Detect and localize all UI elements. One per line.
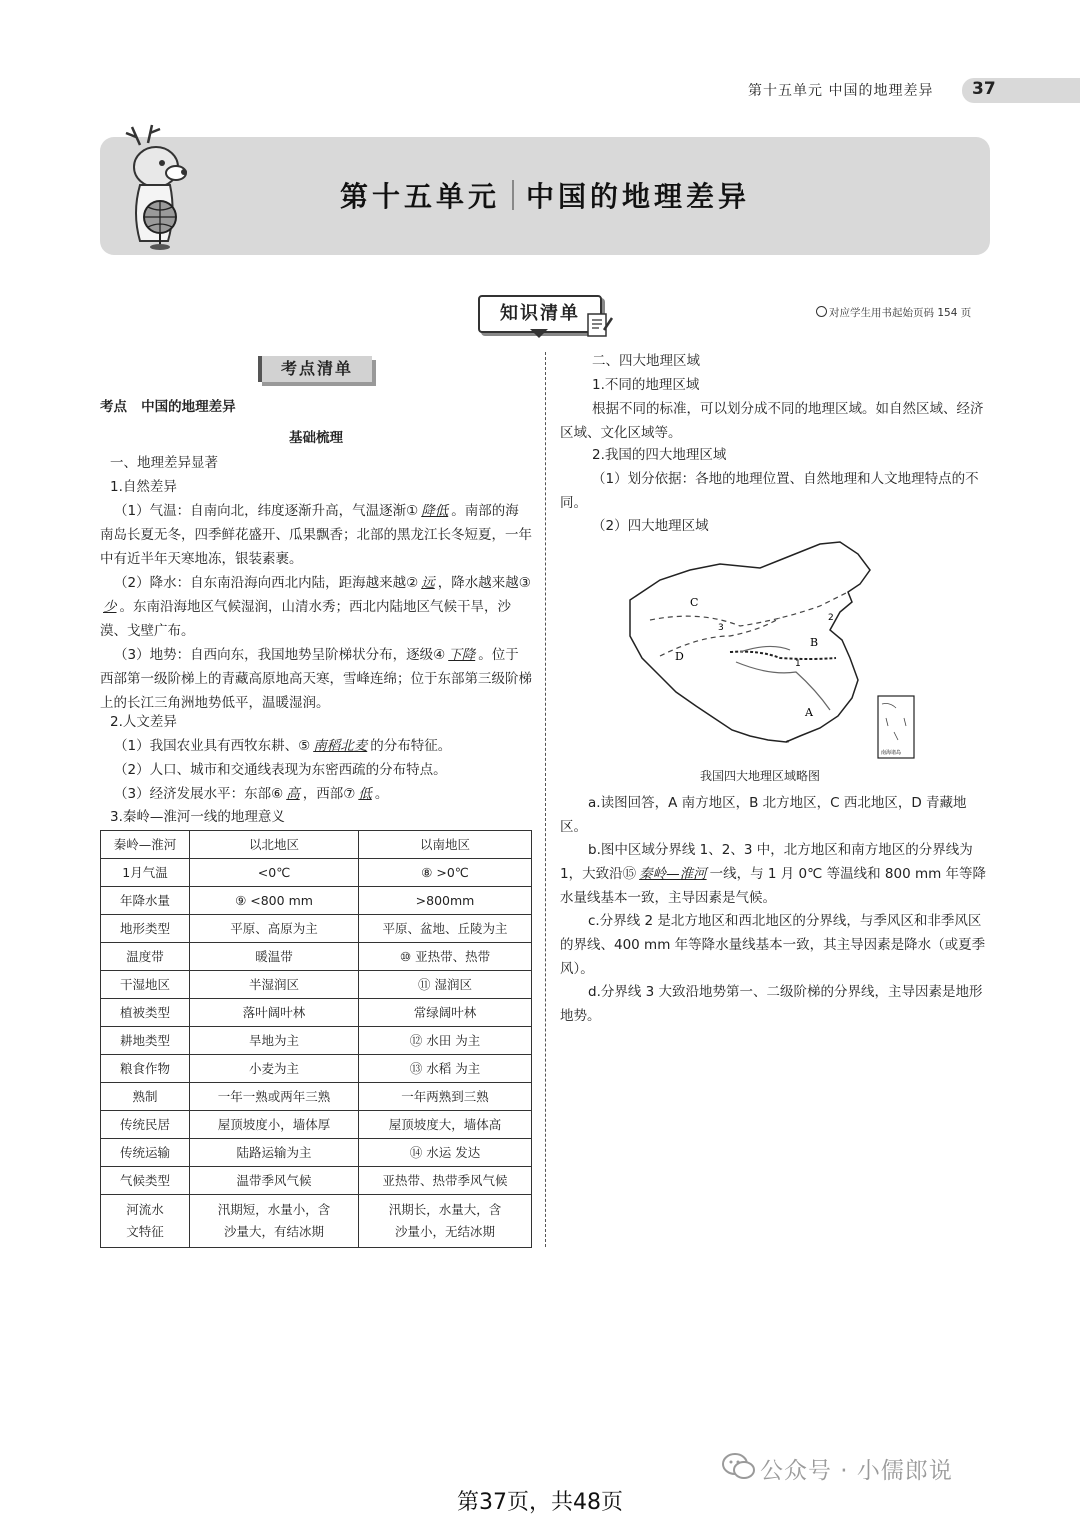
table-cell: 一年两熟到三熟 (359, 1083, 532, 1111)
table-cell: 亚热带、热带季风气候 (359, 1167, 532, 1195)
subsection-qinling: 3.秦岭—淮河一线的地理意义 (110, 809, 285, 825)
text-agriculture-b: 的分布特征。 (370, 738, 452, 754)
text-precipitation-a: （2）降水：自东南沿海向西北内陆，距海越来越② (114, 575, 419, 591)
south-sea-inset (878, 696, 914, 758)
table-cell: 暖温带 (190, 943, 359, 971)
answer-5: 南稻北麦 (313, 738, 368, 754)
text-economy-a: （3）经济发展水平：东部⑥ (114, 786, 284, 802)
exam-point-label: 考点 (100, 399, 127, 415)
subsection-natural: 1.自然差异 (110, 479, 177, 495)
cell-line: 河流水 (126, 1202, 164, 1217)
subsection-regions: 1.不同的地理区域 (592, 377, 700, 393)
text-economy-c: 。 (374, 786, 389, 802)
subsection-human: 2.人文差异 (110, 714, 177, 730)
table-cell: ⑧ >0℃ (359, 859, 532, 887)
reference-icon (816, 306, 827, 317)
table-cell: 1月气温 (101, 859, 190, 887)
paragraph-agriculture (100, 734, 532, 758)
china-outline (630, 542, 870, 742)
answer-1: 降低 (421, 503, 449, 519)
exam-point-title: 中国的地理差异 (141, 399, 236, 415)
table-cell: 半湿润区 (190, 971, 359, 999)
column-divider (545, 352, 546, 1247)
table-cell: >800mm (359, 887, 532, 915)
reference-note (816, 305, 971, 320)
table-header-cell: 秦岭—淮河 (101, 831, 190, 859)
answer-4: 下降 (448, 647, 476, 663)
table-cell: ⑪ 湿润区 (359, 971, 532, 999)
paragraph-temperature (100, 499, 532, 571)
map-label-a: A (805, 706, 813, 719)
unit-title (100, 175, 990, 215)
table-cell: 小麦为主 (190, 1055, 359, 1083)
table-header-cell: 以北地区 (190, 831, 359, 859)
paragraph-population: （2）人口、城市和交通线表现为东密西疏的分布特点。 (114, 762, 447, 778)
table-row (101, 971, 532, 999)
table-cell: 常绿阔叶林 (359, 999, 532, 1027)
map-label-b: B (810, 636, 819, 649)
paragraph-division-basis: （1）划分依据：各地的地理位置、自然地理和人文地理特点的不同。 (560, 471, 979, 511)
table-cell: ⑩ 亚热带、热带 (359, 943, 532, 971)
watermark: 公众号 · 小儒郎说 (760, 1458, 953, 1484)
map-caption: 我国四大地理区域略图 (700, 769, 821, 783)
table-cell: ⑫ 水田 为主 (359, 1027, 532, 1055)
answer-a: a.读图回答，A 南方地区，B 北方地区，C 西北地区，D 青藏地区。 (560, 795, 967, 835)
table-cell: 温度带 (101, 943, 190, 971)
answer-15: 秦岭—淮河 (639, 866, 707, 882)
table-cell: 年降水量 (101, 887, 190, 915)
text-agriculture-a: （1）我国农业具有西牧东耕、⑤ (114, 738, 311, 754)
section-heading-1: 一、地理差异显著 (110, 455, 218, 471)
exam-point-heading (100, 395, 532, 419)
table-cell: 传统运输 (101, 1139, 190, 1167)
table-cell: 旱地为主 (190, 1027, 359, 1055)
cell-line: 汛期短，水量小，含 (217, 1202, 331, 1217)
table-cell: ⑨ <800 mm (190, 887, 359, 915)
table-row (101, 1195, 532, 1248)
table-cell: 熟制 (101, 1083, 190, 1111)
exam-points-label: 考点清单 (280, 359, 353, 378)
reference-note-text: 对应学生用书起始页码 154 页 (829, 307, 972, 319)
title-banner (100, 137, 990, 255)
text-economy-b: ，西部⑦ (302, 786, 356, 802)
table-header-cell: 以南地区 (359, 831, 532, 859)
wechat-icon (722, 1452, 756, 1482)
table-cell: 传统民居 (101, 1111, 190, 1139)
cell-line: 沙量小，无结冰期 (394, 1224, 495, 1239)
table-cell (101, 1195, 190, 1248)
table-cell: <0℃ (190, 859, 359, 887)
paragraph-four-regions: （2）四大地理区域 (592, 518, 709, 534)
text-temperature-a: （1）气温：自南向北，纬度逐渐升高，气温逐渐① (114, 503, 419, 519)
china-regions-map (620, 540, 920, 760)
unit-number: 第十五单元 (339, 180, 500, 213)
map-label-line-3: 3 (718, 623, 724, 633)
table-cell (190, 1195, 359, 1248)
island-mark: ◦ (785, 738, 791, 748)
table-cell: 陆路运输为主 (190, 1139, 359, 1167)
table-cell: 粮食作物 (101, 1055, 190, 1083)
table-cell: 一年一熟或两年三熟 (190, 1083, 359, 1111)
table-row (101, 1139, 532, 1167)
unit-topic: 中国的地理差异 (526, 180, 751, 213)
cell-line: 文特征 (126, 1224, 164, 1239)
table-row (101, 1167, 532, 1195)
answer-d: d.分界线 3 大致沿地势第一、二级阶梯的分界线，主导因素是地形地势。 (560, 984, 983, 1024)
exam-points-badge (258, 356, 372, 382)
page-number: 37 (972, 79, 996, 99)
table-row (101, 1083, 532, 1111)
answer-7: 低 (358, 786, 372, 802)
table-cell: 屋顶坡度大，墙体高 (359, 1111, 532, 1139)
table-row (101, 859, 532, 887)
table-cell: 地形类型 (101, 915, 190, 943)
table-row (101, 999, 532, 1027)
inset-label: 南海诸岛 (881, 750, 902, 756)
table-cell: 植被类型 (101, 999, 190, 1027)
badge-pointer (530, 329, 548, 338)
cell-line: 沙量大，有结冰期 (223, 1224, 324, 1239)
answer-b-text-b: 一线，与 1 月 0℃ 等温线和 800 mm 年等降水量线基本一致，主导因素是气候。 (560, 866, 987, 906)
cell-line: 汛期长，水量大，含 (388, 1202, 502, 1217)
text-temperature-b: 。南部的海南岛长夏无冬，四季鲜花盛开、瓜果飘香；北部的黑龙江长冬短夏，一年中有近半年天寒地冻，银装素裹。 (100, 503, 532, 567)
table-row (101, 1111, 532, 1139)
running-header: 第十五单元 中国的地理差异 (748, 83, 934, 99)
title-separator (512, 180, 514, 210)
answer-c: c.分界线 2 是北方地区和西北地区的分界线，与季风区和非季风区的界线、400 mm 年等降水量线基本一致，其主导因素是降水（或夏季风）。 (560, 913, 986, 977)
table-header-row (101, 831, 532, 859)
table-cell: 温带季风气候 (190, 1167, 359, 1195)
text-terrain-a: （3）地势：自西向东，我国地势呈阶梯状分布，逐级④ (114, 647, 446, 663)
table-cell: ⑬ 水稻 为主 (359, 1055, 532, 1083)
map-label-c: C (690, 596, 699, 609)
table-cell: 平原、盆地、丘陵为主 (359, 915, 532, 943)
basic-review-heading: 基础梳理 (289, 430, 343, 446)
text-precipitation-c: 。东南沿海地区气候湿润，山清水秀；西北内陆地区气候干旱，沙漠、戈壁广布。 (100, 599, 511, 639)
table-cell: 干湿地区 (101, 971, 190, 999)
map-label-d: D (675, 650, 684, 663)
map-label-line-1: 1 (795, 659, 801, 669)
text-terrain-b: 。位于西部第一级阶梯上的青藏高原地高天寒，雪峰连绵；位于东部第三级阶梯上的长江三角洲地势低平，温暖湿润。 (100, 647, 532, 711)
table-cell: 屋顶坡度小，墙体厚 (190, 1111, 359, 1139)
table-cell: 平原、高原为主 (190, 915, 359, 943)
page-footer: 第37页，共48页 (457, 1490, 623, 1515)
qinling-huaihe-table (100, 830, 532, 1248)
table-cell: 耕地类型 (101, 1027, 190, 1055)
table-row (101, 1027, 532, 1055)
answer-b-text-a: b.图中区域分界线 1、2、3 中，北方地区和南方地区的分界线为 1，大致沿⑮ (560, 842, 973, 882)
subsection-four-regions: 2.我国的四大地理区域 (592, 447, 727, 463)
table-cell: 落叶阔叶林 (190, 999, 359, 1027)
table-row (101, 915, 532, 943)
paragraph-precipitation (100, 571, 532, 643)
table-row (101, 1055, 532, 1083)
table-row (101, 943, 532, 971)
table-cell: ⑭ 水运 发达 (359, 1139, 532, 1167)
table-row (101, 887, 532, 915)
section-heading-2: 二、四大地理区域 (592, 353, 700, 369)
paragraph-economy (100, 782, 532, 806)
answer-3: 少 (103, 599, 117, 615)
table-cell: 气候类型 (101, 1167, 190, 1195)
answer-6: 高 (286, 786, 300, 802)
notepad-icon (584, 310, 614, 338)
paragraph-regions: 根据不同的标准，可以划分成不同的地理区域。如自然区域、经济区域、文化区域等。 (560, 401, 984, 441)
text-precipitation-b: ，降水越来越③ (437, 575, 531, 591)
map-label-line-2: 2 (828, 613, 834, 623)
knowledge-list-label: 知识清单 (500, 303, 580, 324)
answer-2: 远 (421, 575, 435, 591)
answer-b (560, 838, 990, 910)
paragraph-terrain (100, 643, 532, 715)
table-cell (359, 1195, 532, 1248)
